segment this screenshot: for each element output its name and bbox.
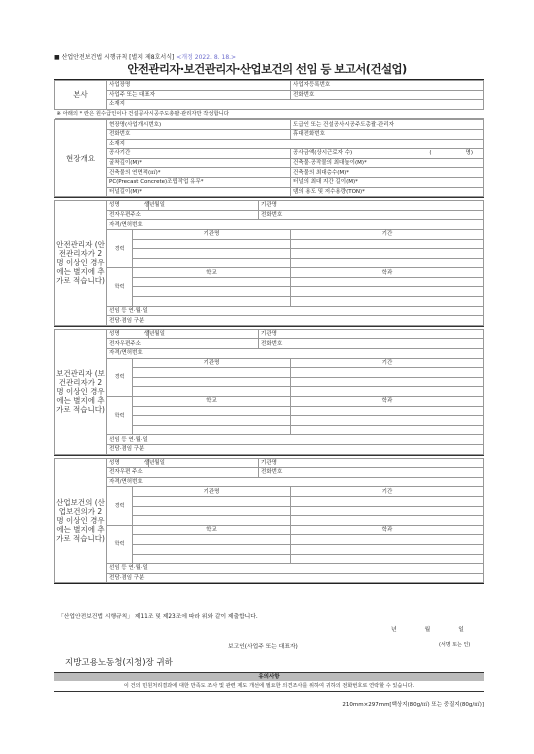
form-reference: ■ 산업안전보건법 시행규칙 [별지 제8호서식] <box>54 54 175 61</box>
type-field[interactable]: 기관명 <box>259 201 484 211</box>
edu-school-cell[interactable] <box>133 406 291 416</box>
license-field[interactable]: 자격/면허번호 <box>107 220 484 230</box>
appointment-date-field[interactable]: 선임 등 연·월·일 <box>107 564 484 574</box>
type-field[interactable]: 기관명 <box>259 329 484 339</box>
name-value[interactable] <box>149 458 259 468</box>
email-field[interactable]: 전자우편주소 <box>107 339 259 349</box>
career-org-cell[interactable] <box>133 387 291 397</box>
site-field[interactable]: 건축물의 연면적(㎡)* <box>107 168 291 178</box>
career-org-header: 기관명 <box>133 358 291 368</box>
name-field[interactable]: 성명 생년월일 <box>107 329 149 339</box>
career-org-cell[interactable] <box>133 506 291 516</box>
edu-major-cell[interactable] <box>291 416 484 426</box>
career-org-cell[interactable] <box>133 249 291 259</box>
career-period-header: 기간 <box>291 487 484 497</box>
edu-school-cell[interactable] <box>133 425 291 435</box>
paper-spec: 210mm×297mm[백상지(80g/㎡) 또는 중질지(80g/㎡)] <box>342 702 484 708</box>
notice-box <box>54 672 484 692</box>
name-field[interactable]: 성명 생년월일 <box>107 458 149 468</box>
career-period-cell[interactable] <box>291 239 484 249</box>
site-overview-label: 현장개요 <box>55 120 107 197</box>
site-field[interactable]: 현장명(사업개시번호) <box>107 120 291 130</box>
phone-field[interactable]: 전화번호 <box>259 468 484 478</box>
career-period-header: 기간 <box>291 358 484 368</box>
site-note: ※ 아래의 * 란은 원수급인이나 건설공사시공주도총괄·관리자만 작성합니다 <box>55 109 484 119</box>
person-table <box>54 329 484 455</box>
report-form <box>54 79 484 584</box>
site-overview-table <box>54 119 484 197</box>
phone-field[interactable]: 전화번호 <box>259 339 484 349</box>
owner-field[interactable]: 사업주 또는 대표자 <box>107 90 291 100</box>
career-org-cell[interactable] <box>133 368 291 378</box>
career-org-cell[interactable] <box>133 239 291 249</box>
reporter-line: 보고인(사업주 또는 대표자) <box>228 644 298 650</box>
email-field[interactable]: 전자우편주소 <box>107 210 259 220</box>
site-address-field[interactable]: 소재지 <box>107 139 484 149</box>
phone-field[interactable]: 전화번호 <box>259 210 484 220</box>
edu-school-cell[interactable] <box>133 535 291 545</box>
edu-school-header: 학교 <box>133 268 291 278</box>
duty-type-field[interactable]: 전담·겸임 구분 <box>107 444 484 454</box>
edu-major-cell[interactable] <box>291 287 484 297</box>
page-title: 안전관리자·보건관리자·산업보건의 선임 등 보고서(건설업) <box>127 62 407 76</box>
site-field[interactable]: PC(Precast Concrete)조립작업 유무* <box>107 177 291 187</box>
hq-address-field[interactable]: 소재지 <box>107 100 484 110</box>
edu-school-cell[interactable] <box>133 287 291 297</box>
career-period-header: 기간 <box>291 229 484 239</box>
career-period-cell[interactable] <box>291 377 484 387</box>
career-org-header: 기관명 <box>133 487 291 497</box>
business-reg-field[interactable]: 사업자등록번호 <box>291 81 484 91</box>
name-field[interactable]: 성명 생년월일 <box>107 201 149 211</box>
appointment-date-field[interactable]: 선임 등 연·월·일 <box>107 435 484 445</box>
edu-major-cell[interactable] <box>291 544 484 554</box>
career-org-cell[interactable] <box>133 377 291 387</box>
person-section-label: 산업보건의 (산업보건의가 2명 이상인 경우에는 별지에 추가로 적습니다) <box>55 458 107 583</box>
edu-school-cell[interactable] <box>133 277 291 287</box>
site-field[interactable]: 건축물의 최대층수(M)* <box>291 168 484 178</box>
business-name-field[interactable]: 사업장명 <box>107 81 291 91</box>
notice-text: 이 건의 민원처리결과에 대한 만족도 조사 및 관련 제도 개선에 필요한 의견조사를 위하여 귀하의 전화번호로 연락할 수 있습니다. <box>54 681 484 692</box>
edu-major-header: 학과 <box>291 268 484 278</box>
edu-school-header: 학교 <box>133 397 291 407</box>
career-period-cell[interactable] <box>291 496 484 506</box>
edu-major-cell[interactable] <box>291 535 484 545</box>
person-section-label: 보건관리자 (보건관리자가 2명 이상인 경우에는 별지에 추가로 적습니다) <box>55 329 107 454</box>
edu-major-cell[interactable] <box>291 297 484 307</box>
career-label: 경력 <box>107 358 133 396</box>
edu-school-cell[interactable] <box>133 416 291 426</box>
name-value[interactable] <box>149 201 259 211</box>
site-field[interactable]: 공사기간 <box>107 149 291 159</box>
submission-statement: 「산업안전보건법 시행규칙」 제11조 및 제23조에 따라 위와 같이 제출합니다. <box>58 614 258 620</box>
license-field[interactable]: 자격/면허번호 <box>107 349 484 359</box>
date-line[interactable]: 년 월 일 <box>391 627 464 633</box>
person-section-label: 안전관리자 (안전관리자가 2명 이상인 경우에는 별지에 추가로 적습니다) <box>55 201 107 326</box>
person-table <box>54 200 484 326</box>
duty-type-field[interactable]: 전담·겸임 구분 <box>107 573 484 583</box>
edu-school-cell[interactable] <box>133 554 291 564</box>
career-org-header: 기관명 <box>133 229 291 239</box>
site-field[interactable] <box>291 149 484 159</box>
recipient: 지방고용노동청(지청)장 귀하 <box>65 658 173 668</box>
career-period-cell[interactable] <box>291 387 484 397</box>
edu-school-header: 학교 <box>133 525 291 535</box>
headquarters-label: 본사 <box>55 81 107 110</box>
site-field[interactable]: 터널길이(M)* <box>107 187 291 197</box>
career-period-cell[interactable] <box>291 506 484 516</box>
signature-field[interactable]: (서명 또는 인) <box>439 642 471 648</box>
name-value[interactable] <box>149 329 259 339</box>
career-org-cell[interactable] <box>133 496 291 506</box>
revision-date: <개정 2022. 8. 18.> <box>176 54 237 61</box>
site-field[interactable]: 댐의 용도 및 저수용량(TON)* <box>291 187 484 197</box>
email-field[interactable]: 전자우편 주소 <box>107 468 259 478</box>
career-org-cell[interactable] <box>133 516 291 526</box>
license-field[interactable]: 자격/면허번호 <box>107 477 484 487</box>
career-label: 경력 <box>107 487 133 525</box>
site-field[interactable]: 건축물·공작물의 최대높이(M)* <box>291 158 484 168</box>
career-period-cell[interactable] <box>291 249 484 259</box>
site-field-label: 공사금액(상시근로자 수) <box>293 150 353 157</box>
education-label: 학력 <box>107 397 133 435</box>
career-period-cell[interactable] <box>291 516 484 526</box>
site-field[interactable]: 휴대전화번호 <box>291 129 484 139</box>
hq-phone-field[interactable]: 전화번호 <box>291 90 484 100</box>
appointment-date-field[interactable]: 선임 등 연·월·일 <box>107 306 484 316</box>
site-field[interactable]: 도급인 또는 건설공사시공주도총괄·관리자 <box>291 120 484 130</box>
workers-unit: ( 명) <box>429 150 473 157</box>
headquarters-table <box>54 80 484 119</box>
site-field[interactable]: 굴착깊이(M)* <box>107 158 291 168</box>
edu-major-header: 학과 <box>291 525 484 535</box>
career-label: 경력 <box>107 229 133 267</box>
edu-major-cell[interactable] <box>291 406 484 416</box>
edu-school-cell[interactable] <box>133 297 291 307</box>
education-label: 학력 <box>107 268 133 306</box>
edu-major-cell[interactable] <box>291 554 484 564</box>
notice-title: 유의사항 <box>54 672 484 681</box>
type-field[interactable]: 기관명 <box>259 458 484 468</box>
career-period-cell[interactable] <box>291 368 484 378</box>
education-label: 학력 <box>107 525 133 563</box>
duty-type-field[interactable]: 전담·겸임 구분 <box>107 316 484 326</box>
edu-major-header: 학과 <box>291 397 484 407</box>
edu-school-cell[interactable] <box>133 544 291 554</box>
site-field[interactable]: 터널의 최대 지간 길이(M)* <box>291 177 484 187</box>
edu-major-cell[interactable] <box>291 277 484 287</box>
edu-major-cell[interactable] <box>291 425 484 435</box>
form-header <box>54 52 236 61</box>
person-table <box>54 458 484 584</box>
site-field[interactable]: 전화번호 <box>107 129 291 139</box>
career-period-cell[interactable] <box>291 258 484 268</box>
career-org-cell[interactable] <box>133 258 291 268</box>
